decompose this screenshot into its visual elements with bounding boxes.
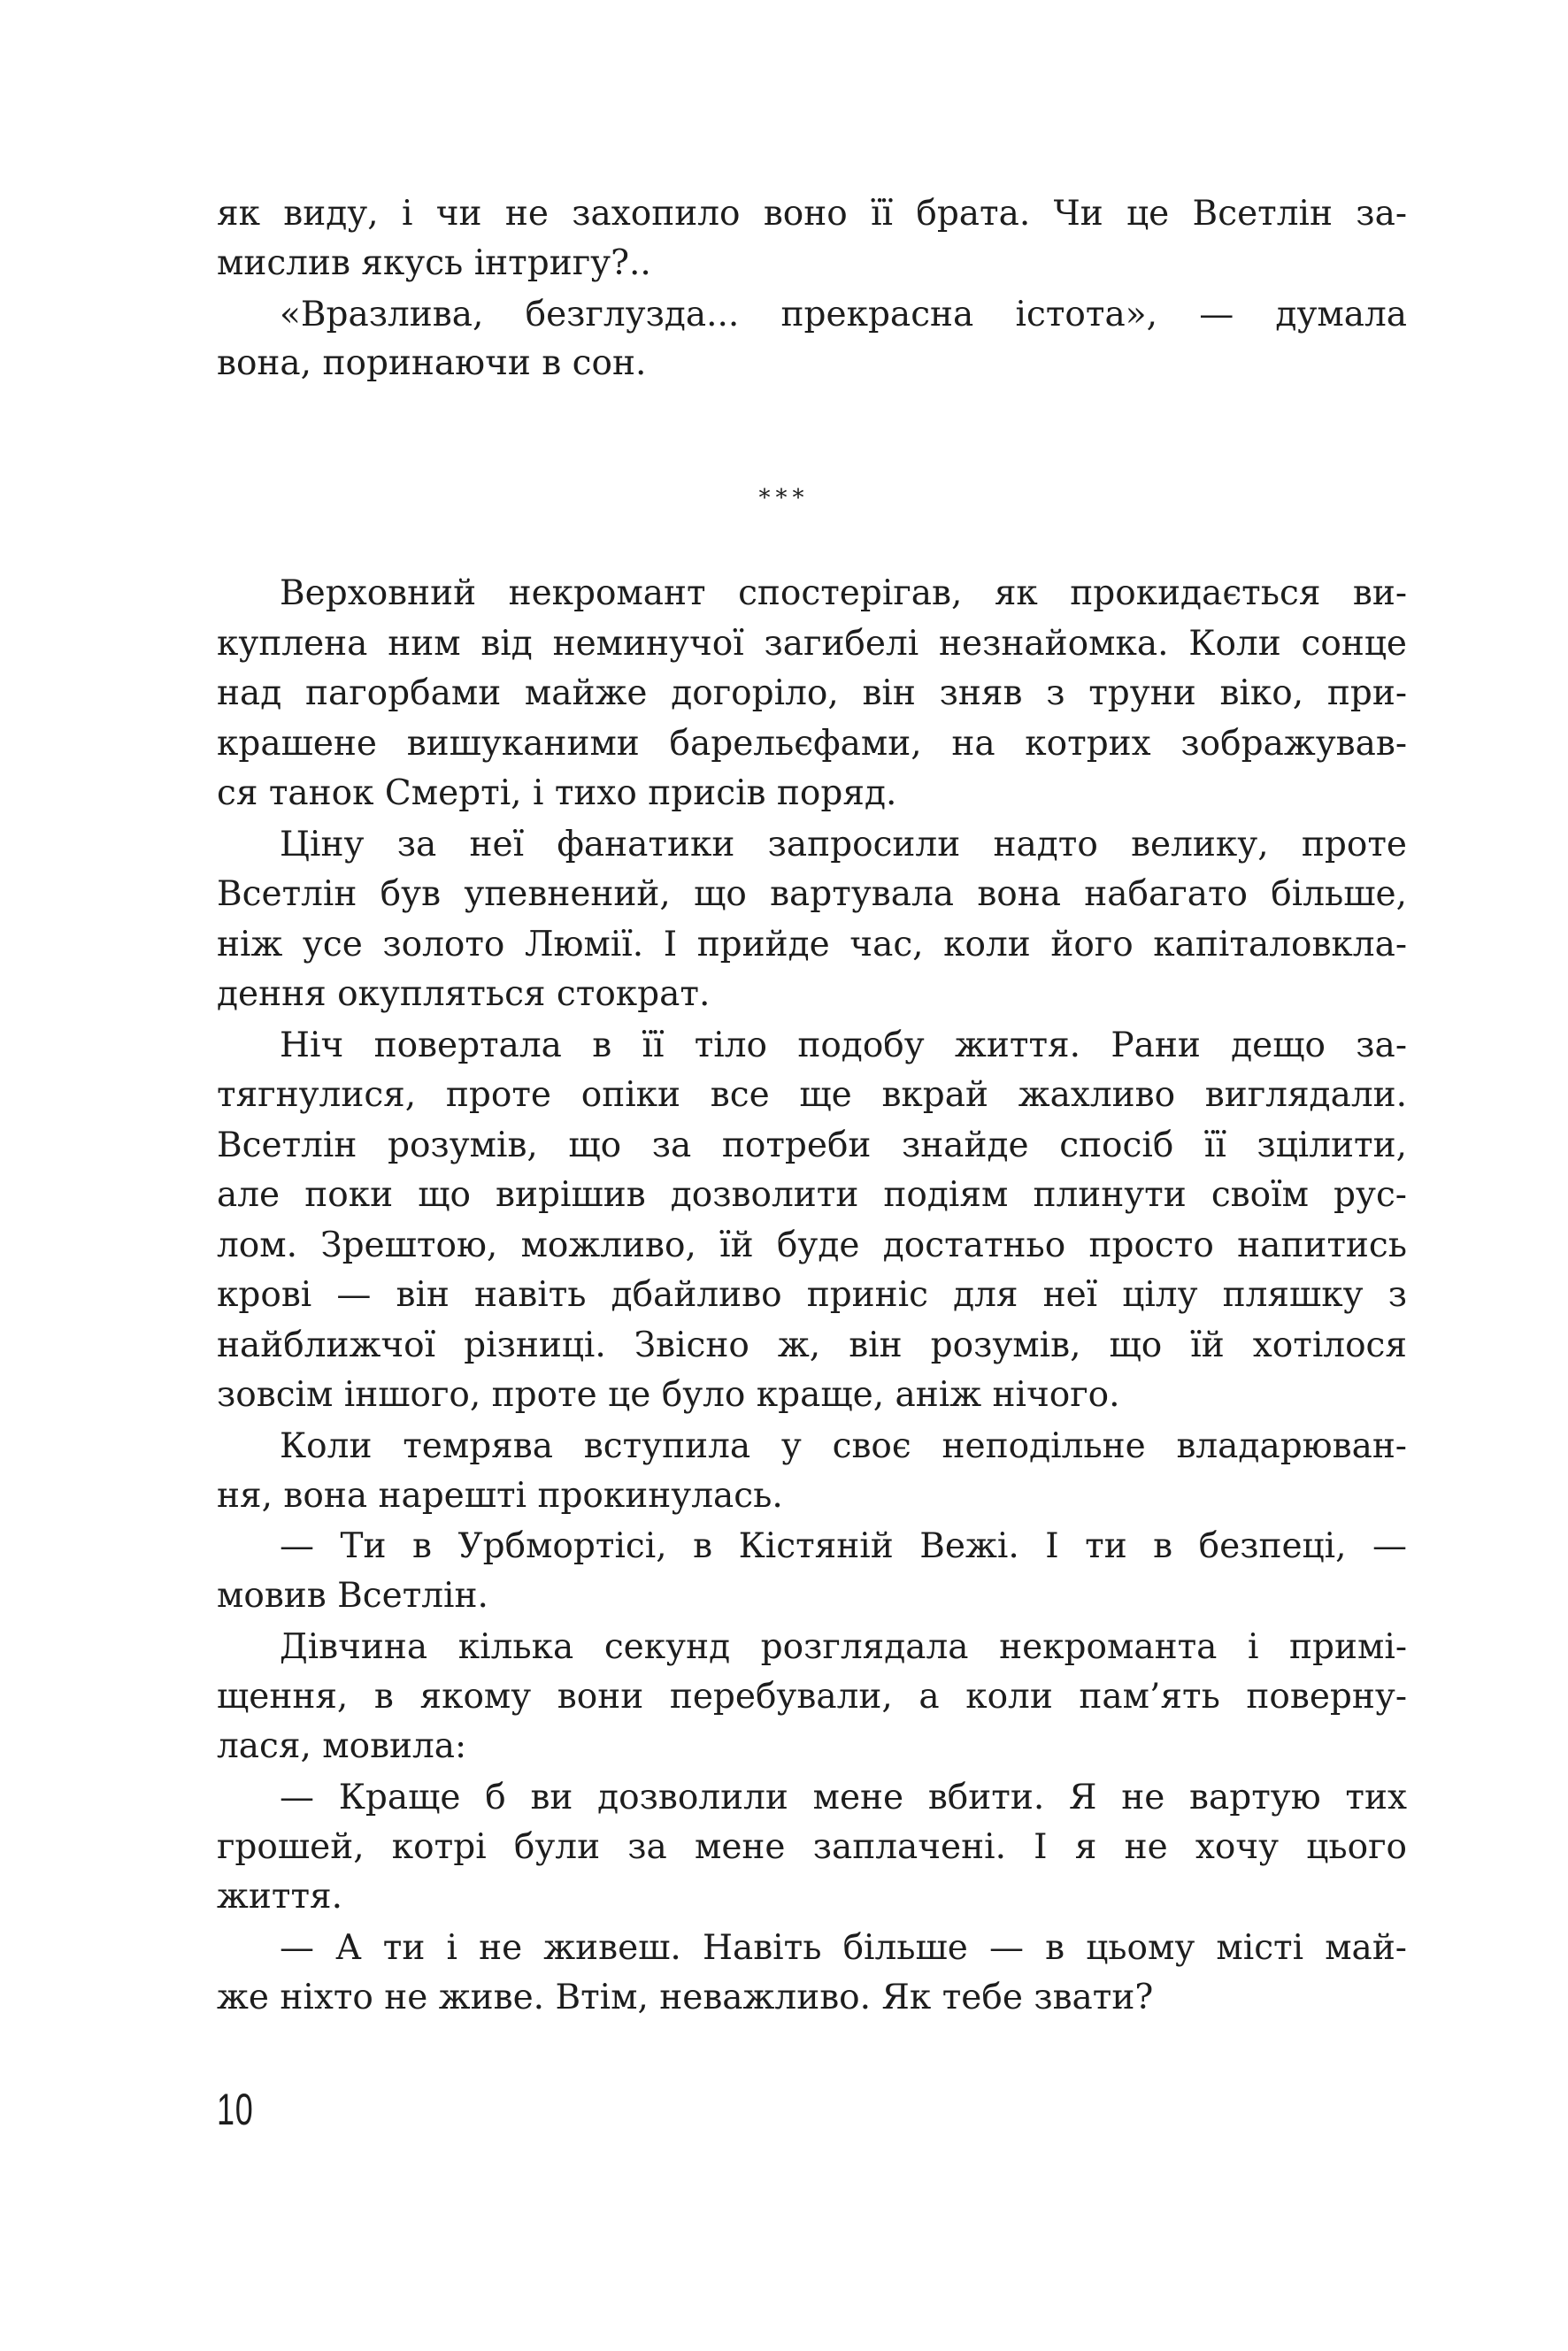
text-line: тягнулися, проте опіки все ще вкрай жахливо виглядали. xyxy=(217,1075,1407,1115)
text-line: мовив Всетлін. xyxy=(217,1576,488,1616)
text-line: крові — він навіть дбайливо приніс для неї цілу пляшку з xyxy=(217,1275,1407,1315)
text-line: мислив якусь інтригу?.. xyxy=(217,243,651,283)
text-line: грошей, котрі були за мене заплачені. І я не хочу цього xyxy=(217,1827,1407,1867)
text-line: як виду, і чи не захопило воно її брата. Чи це Всетлін за- xyxy=(217,194,1407,234)
text-line: — Ти в Урбмортісі, в Кістяній Вежі. І ти в безпеці, — xyxy=(280,1526,1407,1566)
text-line: Коли темрява вступила у своє неподільне владарюван- xyxy=(280,1426,1407,1466)
text-line: життя. xyxy=(217,1877,343,1917)
text-line: куплена ним від неминучої загибелі незнайомка. Коли сонце xyxy=(217,624,1407,664)
text-line: ніж усе золото Люмії. І прийде час, коли його капіталовкла- xyxy=(217,925,1407,964)
text-line: Ціну за неї фанатики запросили надто велику, проте xyxy=(280,825,1407,864)
text-line: лася, мовила: xyxy=(217,1726,467,1766)
text-line: ся танок Смерті, і тихо присів поряд. xyxy=(217,773,897,813)
page-number: 10 xyxy=(217,2085,254,2134)
text-line: над пагорбами майже догоріло, він зняв з труни віко, при- xyxy=(217,673,1407,713)
text-line: ня, вона нарешті прокинулась. xyxy=(217,1476,783,1516)
text-line: але поки що вирішив дозволити подіям плинути своїм рус- xyxy=(217,1175,1407,1215)
text-line: Верховний некромант спостерігав, як прокидається ви- xyxy=(280,573,1407,613)
text-line: же ніхто не живе. Втім, неважливо. Як тебе звати? xyxy=(217,1978,1154,2017)
text-line: Всетлін розумів, що за потреби знайде спосіб її зцілити, xyxy=(217,1126,1407,1165)
text-line: вона, поринаючи в сон. xyxy=(217,343,647,383)
text-line: зовсім іншого, проте це було краще, аніж нічого. xyxy=(217,1375,1120,1415)
text-line: лом. Зрештою, можливо, їй буде достатньо просто напитись xyxy=(217,1225,1407,1265)
text-line: найближчої різниці. Звісно ж, він розумів, що їй хотілося xyxy=(217,1325,1407,1365)
text-line: — А ти і не живеш. Навіть більше — в цьому місті май- xyxy=(280,1928,1407,1968)
text-line: — Краще б ви дозволили мене вбити. Я не вартую тих xyxy=(280,1778,1407,1817)
text-line: Ніч повертала в її тіло подобу життя. Рани дещо за- xyxy=(280,1026,1407,1065)
text-line: крашене вишуканими барельєфами, на котрих зображував- xyxy=(217,724,1407,764)
text-line: Всетлін був упевнений, що вартувала вона набагато більше, xyxy=(217,874,1407,914)
section-separator: *** xyxy=(758,485,810,511)
text-line: «Вразлива, безглузда... прекрасна істота», — думала xyxy=(280,295,1407,334)
text-line: щення, в якому вони перебували, а коли пам’ять поверну- xyxy=(217,1677,1407,1717)
text-line: Дівчина кілька секунд розглядала некроманта і примі- xyxy=(280,1627,1407,1667)
text-line: дення окупляться стократ. xyxy=(217,974,711,1014)
